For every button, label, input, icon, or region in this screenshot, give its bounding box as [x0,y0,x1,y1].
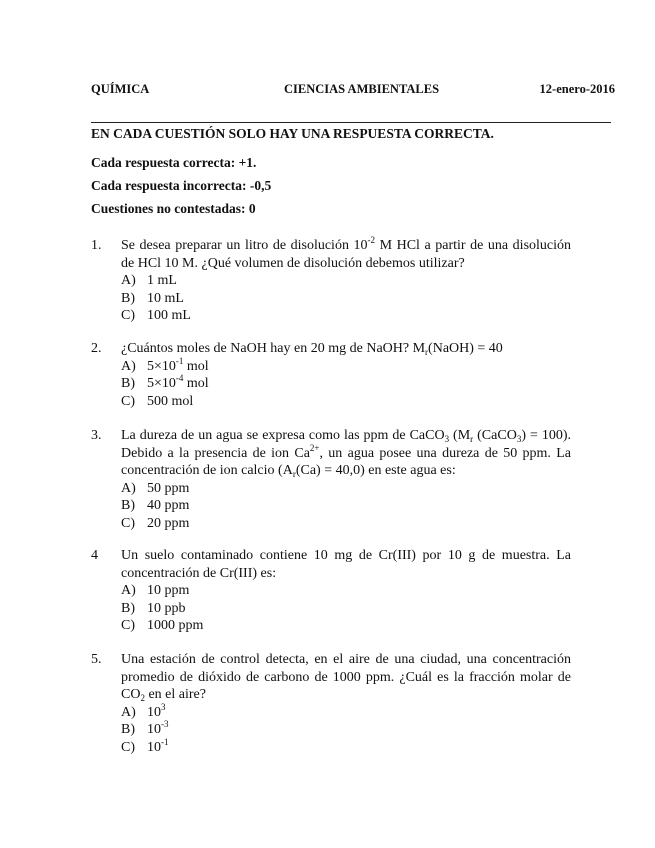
option-c: C) 20 ppm [121,515,190,531]
question-stem: Un suelo contaminado contiene 10 mg de Cr(III) por 10 g de muestra. La concentración de Cr(III) es: [121,548,571,581]
header-subject: QUÍMICA [91,82,150,96]
question-number: 3. [91,428,102,443]
question-stem: Una estación de control detecta, en el aire de una ciudad, una concentración promedio de dióxido de carbono de 1000 ppm. ¿Cuál es la fracción molar de $CO_2$ en el aire? [121,652,571,703]
option-b: B) 10 mL [121,290,184,306]
question-stem: Se desea preparar un litro de disolución $10^{-2}$ M HCl a partir de una disolución de HCl 10 M. ¿Qué volumen de disolución debemos utilizar? [121,235,572,271]
option-a: A) 10 ppm [121,583,190,598]
header-divider [91,122,611,123]
question-number: 1. [91,238,102,253]
question-stem: La dureza de un agua se expresa como las ppm de CaCO$_3$ ($M_r$ (CaCO$_3$) = 100). Debido a la presencia de ion $Ca^{2+}$, un agua posee una dureza de 50 ppm. La concentración de ion calcio $(A_r(Ca) = 40,0)$ en este agua es: [121,428,571,479]
question-number: 5. [91,652,102,667]
option-c: C) 1000 ppm [121,618,204,633]
page-header [91,82,615,102]
header-date: 12-enero-2016 [539,82,615,96]
option-b: B) $10^{-3}$ [121,719,169,737]
scoring-correct: Cada respuesta correcta: +1. [91,155,257,170]
option-c: C) 100 mL [121,308,191,323]
scoring-incorrect: Cada respuesta incorrecta: -0,5 [91,178,272,193]
option-b: B) $5\times 10^{-4}$ mol [121,373,209,391]
scoring-unanswered: Cuestiones no contestadas: 0 [91,201,256,216]
option-c: C) 500 mol [121,393,194,409]
question-stem: ¿Cuántos moles de NaOH hay en 20 mg de NaOH? $M_r(NaOH) = 40$ [121,341,503,357]
option-a: A) 1 mL [121,273,177,288]
option-a: A) $10^3$ [121,701,166,720]
option-a: A) $5\times 10^{-1}$ mol [121,355,209,374]
question-number: 2. [91,341,102,356]
header-course: CIENCIAS AMBIENTALES [284,82,440,96]
option-b: B) 40 ppm [121,498,190,513]
option-c: C) $10^{-1}$ [121,736,169,755]
question-number: 4 [91,548,98,563]
instructions-title: EN CADA CUESTIÓN SOLO HAY UNA RESPUESTA CORRECTA. [91,126,494,141]
option-b: B) 10 ppb [121,600,186,616]
option-a: A) 50 ppm [121,480,190,496]
